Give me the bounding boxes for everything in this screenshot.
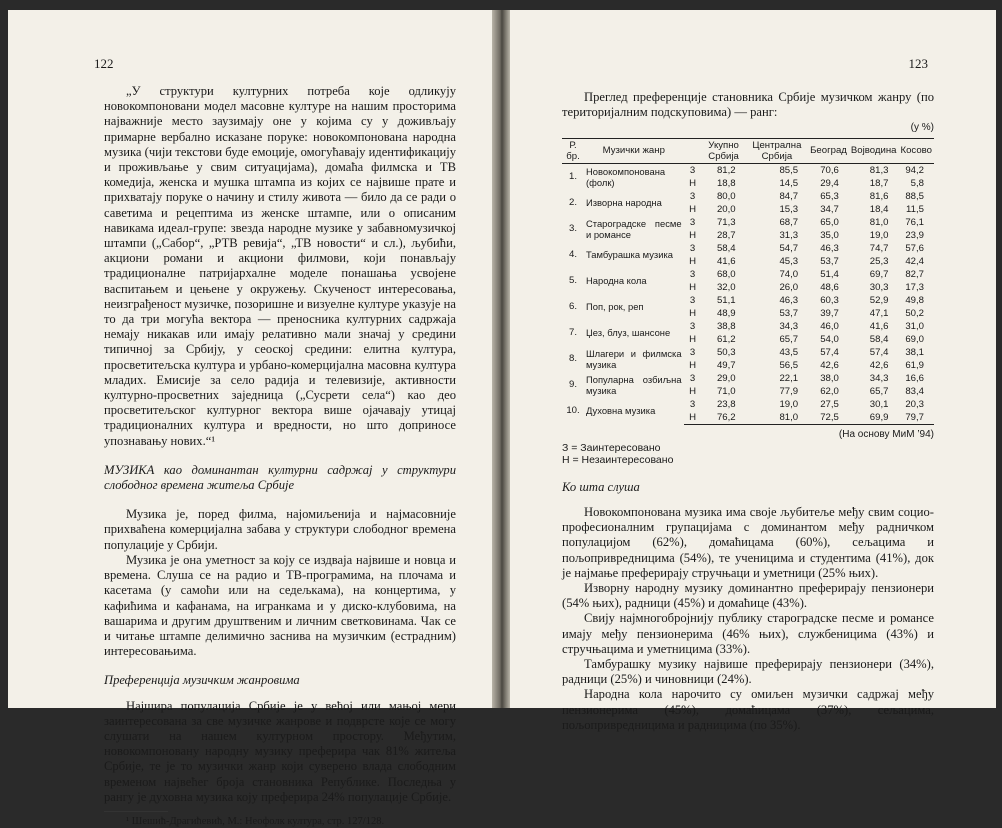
footnote: ¹ Шешић-Драгићевић, М.: Неофолк култура, стр. 127/128. [126,815,385,827]
rank-cell: 2. [568,197,577,209]
preference-paragraph: Најшира популација Србије је у већој или мањој мери заинтересована за све музичке жанрове и подврсте које се могу слушати на нашем културном простору. Међутим, новокомпоновану народну музику преферира чак 81% житеља Србије, те је то музички жанр који суверено влада слободним временом највећег броја становника Републике. Последња у рангу је духовна музика коју преферира 24% популације Србије. [104,698,456,804]
value-cell: 72,5 [808,411,849,425]
table-row [562,268,934,281]
code-cell: 3 [689,216,696,228]
value-cell: 43,5 [779,346,799,358]
value-cell: 46,3 [820,242,839,254]
code-cell: Н [689,177,697,189]
header-genre: Музички жанр [584,138,684,163]
value-cell: 30,3 [869,281,889,293]
value-cell: 53,7 [820,255,839,267]
table-row [562,320,934,333]
value-cell: 68,7 [779,216,799,228]
value-cell: 81,2 [716,164,736,176]
value-cell: 58,4 [869,333,889,345]
page-number-left: 122 [94,56,114,71]
value-cell: 31,0 [905,320,924,332]
value-cell: 18,7 [869,177,889,189]
code-cell: Н [689,229,697,241]
value-cell: 56,5 [779,359,799,371]
page-number-right: 123 [908,56,928,71]
value-cell: 28,7 [716,229,736,241]
value-cell: 80,0 [716,190,736,202]
legend-interested: З = Заинтересовано [562,441,661,454]
code-cell: 3 [689,372,696,384]
value-cell: 34,3 [779,320,799,332]
value-cell: 19,0 [779,398,799,410]
value-cell: 42,6 [820,359,839,371]
value-cell: 82,7 [905,268,924,280]
value-cell: 50,2 [905,307,924,319]
code-cell: Н [689,307,697,319]
value-cell: 71,3 [716,216,736,228]
rank-cell: 9. [568,379,577,391]
value-cell: 25,3 [869,255,889,267]
value-cell: 41,6 [869,320,889,332]
rank-cell: 1. [568,171,577,183]
table-source: (На основу МиМ ’94) [838,428,934,440]
value-cell: 16,6 [905,372,924,384]
value-cell: 50,3 [716,346,736,358]
value-cell: 85,5 [779,164,799,176]
value-cell: 81,0 [869,216,889,228]
value-cell: 83,4 [905,385,924,397]
value-cell: 51,4 [820,268,839,280]
value-cell: 74,7 [869,242,889,254]
value-cell: 46,0 [820,320,839,332]
header-rank: Р. бр. [562,138,584,163]
value-cell: 58,4 [716,242,736,254]
value-cell: 11,5 [906,203,924,215]
footnote-rule [104,811,168,812]
genre-cell: Народна кола [586,275,647,287]
code-cell: Н [689,333,697,345]
header-serbia-total: Укупно Србија [702,138,746,163]
code-cell: Н [689,359,697,371]
table-unit: (у %) [910,122,934,134]
genre-cell: Шлагери и филмска музика [586,347,682,370]
value-cell: 81,6 [869,190,889,202]
value-cell: 65,7 [779,333,799,345]
value-cell: 31,3 [779,229,799,241]
right-paragraph-5: Народна кола нарочито су омиљен музички садржај међу пензионерима (45%), домаћицама (37%), сељацима, пољопривредницима и радницима (по 35%). [562,687,934,732]
music-paragraph-2: Музика је она уметност за коју се издваја највише и новца и времена. Слуша се на радио и ТВ-програмима, на плочама и касетама (у самоћи или на седељкама), на концертима, у кафићима и кафанама, на игранкама и у диско-клубовима, на вашарима и другим друштвеним и личним светковинама. Чак се и читање штампе делимично заснива на музичким (естрадним) интересовањима. [104,552,456,659]
value-cell: 27,5 [820,398,839,410]
code-cell: 3 [689,242,696,254]
value-cell: 61,9 [905,359,924,371]
who-listens-subheading: Ко шта слуша [562,479,640,494]
value-cell: 42,6 [869,359,889,371]
genre-cell: Тамбурашка музика [586,249,673,261]
value-cell: 38,0 [820,372,839,384]
value-cell: 81,0 [746,411,809,425]
value-cell: 51,1 [716,294,736,306]
value-cell: 39,7 [820,307,839,319]
table-title: Преглед преференције становника Србије музичком жанру (по територијалним подскуповима) — ранг: [562,90,934,120]
value-cell: 61,2 [716,333,736,345]
value-cell: 23,8 [716,398,736,410]
code-cell: 3 [689,320,696,332]
value-cell: 34,3 [869,372,889,384]
right-paragraph-2: Изворну народну музику доминантно преферирају пензионери (54% њих), радници (45%) и домаћице (43%). [562,581,934,611]
value-cell: 74,0 [779,268,799,280]
rank-cell: 6. [568,301,577,313]
value-cell: 52,9 [869,294,889,306]
preference-subheading: Преференција музичким жанровима [104,673,300,688]
table-row [562,190,934,203]
value-cell: 94,2 [905,164,924,176]
code-cell: Н [689,255,697,267]
value-cell: 38,8 [716,320,736,332]
code-cell: Н [689,203,697,215]
section-heading: МУЗИКА као доминантан културни садржај у структури слободног времена житеља Србије [104,462,456,493]
value-cell: 17,3 [905,281,924,293]
table-row [562,372,934,385]
value-cell: 29,4 [820,177,839,189]
value-cell: 68,0 [716,268,736,280]
rank-cell: 5. [568,275,577,287]
value-cell: 71,0 [716,385,736,397]
value-cell: 35,0 [820,229,839,241]
genre-cell: Духовна музика [586,405,656,417]
code-cell: 3 [689,346,696,358]
value-cell: 19,0 [869,229,889,241]
value-cell: 45,3 [779,255,799,267]
code-cell: 3 [689,190,696,202]
value-cell: 15,3 [779,203,799,215]
value-cell: 38,1 [905,346,924,358]
value-cell: 26,0 [779,281,799,293]
value-cell: 65,7 [869,385,889,397]
code-cell: 3 [689,268,696,280]
value-cell: 65,0 [820,216,839,228]
rank-cell: 3. [568,223,577,235]
genre-cell: Популарна озбиљна музика [586,373,682,396]
value-cell: 65,3 [820,190,839,202]
value-cell: 23,9 [905,229,924,241]
genre-preference-table [562,138,934,425]
value-cell: 18,4 [869,203,889,215]
table-row [562,398,934,411]
value-cell: 54,0 [820,333,839,345]
value-cell: 32,0 [716,281,736,293]
value-cell: 49,7 [716,359,736,371]
rank-cell: 8. [568,353,577,365]
value-cell: 22,1 [779,372,799,384]
value-cell: 79,7 [898,411,934,425]
genre-cell: Изворна народна [586,197,662,209]
code-cell: 3 [689,398,696,410]
value-cell: 77,9 [779,385,799,397]
rank-cell: 4. [568,249,577,261]
value-cell: 69,7 [869,268,889,280]
value-cell: 30,1 [869,398,889,410]
value-cell: 62,0 [820,385,839,397]
value-cell: 47,1 [869,307,889,319]
value-cell: 54,7 [779,242,799,254]
value-cell: 20,0 [716,203,736,215]
genre-cell: Џез, блуз, шансоне [586,327,671,339]
value-cell: 14,5 [779,177,799,189]
code-cell: Н [689,281,697,293]
value-cell: 69,0 [905,333,924,345]
header-code [684,138,702,163]
code-cell: 3 [689,164,696,176]
left-page [8,10,492,827]
value-cell: 60,3 [820,294,839,306]
rank-cell: 7. [568,327,577,339]
value-cell: 76,1 [905,216,924,228]
value-cell: 53,7 [779,307,799,319]
value-cell: 42,4 [905,255,924,267]
value-cell: 57,4 [869,346,889,358]
value-cell: 18,8 [716,177,736,189]
value-cell: 46,3 [779,294,799,306]
genre-cell: Староградске песме и романсе [586,217,682,240]
code-cell: Н [684,411,702,425]
table-body [562,163,934,424]
value-cell: 29,0 [716,372,736,384]
value-cell: 57,4 [820,346,839,358]
header-central-serbia: Централна Србија [746,138,809,163]
value-cell: 49,8 [905,294,924,306]
table-row [562,346,934,359]
value-cell: 70,6 [820,164,839,176]
header-vojvodina: Војводина [849,138,899,163]
table-row [562,294,934,307]
value-cell: 69,9 [849,411,899,425]
left-text-block [104,84,456,828]
right-paragraph-1: Новокомпонована музика има своје љубитеље међу свим социо-професионалним групацијама с доминантом међу радничком популацијом (62%), домаћицама (60%), сељацима и пољопривредницима (54%), те ученицима и студентима (41%), док је најмање преферирају стручњаци и уметници (25% њих). [562,505,934,580]
rank-cell: 10. [566,405,580,417]
book-gutter [492,10,510,708]
code-cell: 3 [689,294,696,306]
header-kosovo: Косово [898,138,934,163]
code-cell: Н [689,385,697,397]
value-cell: 57,6 [905,242,924,254]
legend-not-interested: Н = Незаинтересовано [562,453,674,466]
right-paragraph-3: Свију најмногобројнију публику староградске песме и романсе имају међу пензионерима (46% њих), службеницима (43%) и стручњацима и уметницима (33%). [562,611,934,656]
right-paragraph-4: Тамбурашку музику највише преферирају пензионери (34%), радници (25%) и чиновници (24%). [562,657,934,687]
table-row [562,242,934,255]
value-cell: 88,5 [905,190,924,202]
header-belgrade: Београд [808,138,849,163]
value-cell: 5,8 [910,177,924,189]
value-cell: 34,7 [820,203,839,215]
value-cell: 84,7 [779,190,799,202]
value-cell: 76,2 [702,411,746,425]
table-row [562,216,934,229]
genre-cell: Поп, рок, реп [586,301,644,313]
table-row [562,163,934,177]
music-paragraph-1: Музика је, поред филма, најомиљенија и најмасовније прихваћена комерцијална забава у структури слободног времена популације у Србији. [104,507,456,552]
quote-paragraph: „У структури културних потреба које одликују новокомпоновани модел масовне културе на нашим просторима најважније место заузимају оне у којима су у доживљају примарне вербално исказане поруке: новокомпонована народна музика (чији текстови буде емоције, омогућавају идентификацију и проживљање у свим ситуацијама), домаћа филмска и ТВ комедија, женска и мушка штампа из којих се највише прате и прихватају поруке о начину и стилу живота — било да се ради о саветима и рецептима из женске штампе, или о описаним навикама идеал-групе: звезда народне музике у забавномузичкој штампи („Сабор“, „РТВ ревија“, „ТВ новости“ и сл.), љубићи, акциони романи и акциони филмови, који понављају традиционалне патријархалне моделе понашања усвојене васпитањем и цењене у окружењу. Скученост интересовања, неизграђеност музичке, позоришне и визуелне културе указује на то да три могућа вектора — преносника културних садржаја немају никакав или имају релативно мали значај у средини типичној за Србију, у сеоској средини: елитна култура, просветитељска култура и урбано-комерцијална масовна култура младих. Емисије за село радија и телевизије, активности културно-просветних заједница („Сусрети села“) као део просветитељског културног вектора више ојачавају утицај традиционалних култура и вредности, но што доприносе упознавању нових.“¹ [104,84,456,448]
value-cell: 81,3 [869,164,889,176]
value-cell: 20,3 [905,398,924,410]
right-page [510,10,996,732]
right-text-block [562,90,934,733]
value-cell: 48,9 [716,307,736,319]
value-cell: 48,6 [820,281,839,293]
value-cell: 41,6 [716,255,736,267]
genre-cell: Новокомпонована (фолк) [586,165,666,188]
